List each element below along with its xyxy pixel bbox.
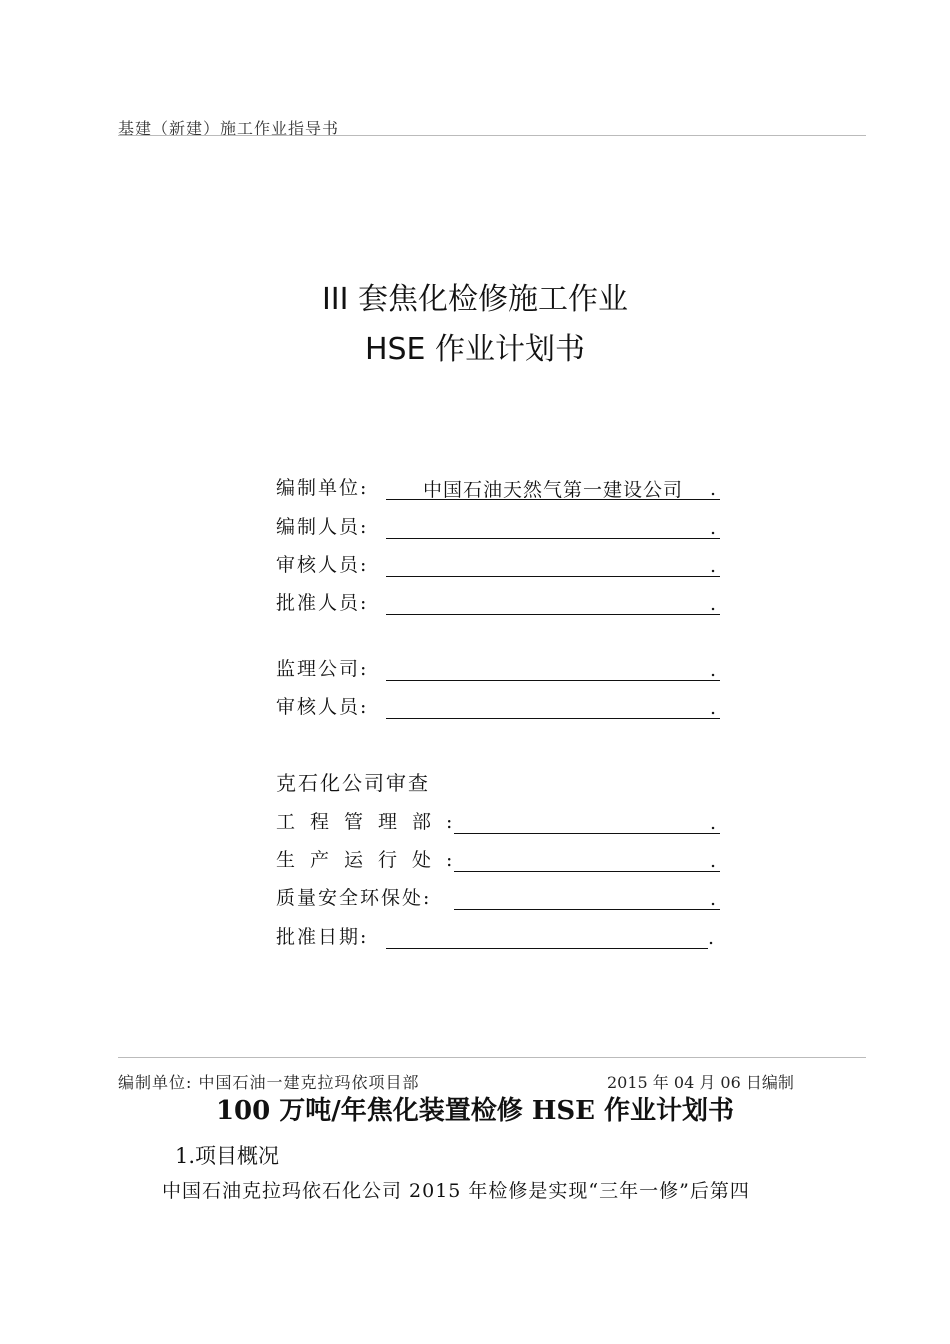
field-value	[386, 694, 720, 719]
line-end-dot: .	[710, 593, 719, 615]
field-label: 编制单位:	[276, 477, 369, 499]
field-value	[386, 656, 720, 681]
field-label: 编制人员:	[276, 516, 369, 538]
line-end-dot: .	[710, 517, 719, 539]
document-title: 100 万吨/年焦化装置检修 HSE 作业计划书	[215, 1096, 735, 1126]
field-value	[386, 552, 720, 577]
field-label: 质量安全环保处:	[276, 887, 432, 909]
field-value	[386, 590, 720, 615]
field-value	[386, 924, 708, 949]
footer-rule	[118, 1057, 866, 1058]
form-row-qhse-dept	[276, 882, 719, 910]
line-end-dot: .	[710, 555, 719, 577]
form-row-compilers	[276, 511, 719, 539]
line-end-dot: .	[710, 812, 719, 834]
field-value: 中国石油天然气第一建设公司	[386, 475, 720, 500]
field-label: 生产运行处:	[276, 849, 468, 871]
running-header: 基建（新建）施工作业指导书	[118, 119, 340, 138]
line-end-dot: .	[710, 697, 719, 719]
field-value	[454, 885, 720, 910]
field-label: 审核人员:	[276, 696, 369, 718]
field-label: 工程管理部:	[276, 811, 468, 833]
review-heading: 克石化公司审查	[276, 771, 430, 795]
field-value	[454, 809, 720, 834]
body-paragraph: 中国石油克拉玛依石化公司 2015 年检修是实现“三年一修”后第四	[162, 1180, 750, 1202]
form-row-approvers	[276, 587, 719, 615]
line-end-dot: .	[710, 888, 719, 910]
line-end-dot: .	[710, 850, 719, 872]
footer-compiling-unit: 编制单位: 中国石油一建克拉玛依项目部	[118, 1073, 420, 1092]
field-label: 监理公司:	[276, 658, 369, 680]
header-rule	[118, 135, 866, 136]
form-row-supervision-company	[276, 653, 719, 681]
field-label: 批准日期:	[276, 926, 369, 948]
field-label: 审核人员:	[276, 554, 369, 576]
footer-date: 2015 年 04 月 06 日编制	[607, 1073, 794, 1092]
line-end-dot: .	[710, 478, 719, 500]
form-row-production-dept	[276, 844, 719, 872]
form-row-engineering-dept	[276, 806, 719, 834]
form-row-approval-date	[276, 921, 717, 949]
cover-title-line1: III 套焦化检修施工作业	[321, 282, 629, 317]
field-label: 批准人员:	[276, 592, 369, 614]
form-row-supervision-reviewers	[276, 691, 719, 719]
line-end-dot: .	[710, 659, 719, 681]
cover-title-line2: HSE 作业计划书	[364, 332, 586, 367]
field-value	[454, 847, 720, 872]
field-value	[386, 514, 720, 539]
form-row-compiling-unit	[276, 472, 719, 501]
section-heading: 1.项目概况	[175, 1144, 280, 1168]
form-row-reviewers	[276, 549, 719, 577]
line-end-dot: .	[708, 927, 717, 949]
